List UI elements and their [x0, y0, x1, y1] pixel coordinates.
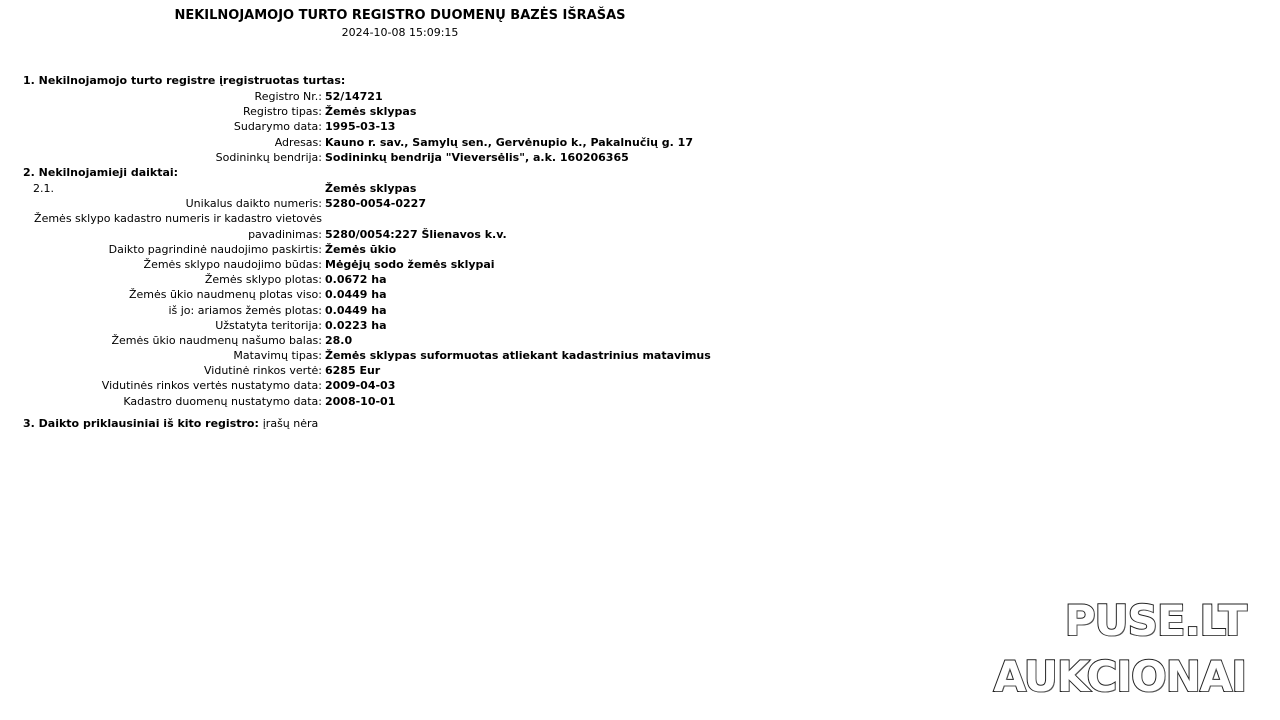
row-naudojimo-budas: [0, 257, 900, 272]
row-label: iš jo: ariamos žemės plotas:: [168, 303, 322, 317]
row-value: Žemės sklypas: [325, 105, 417, 119]
section-3-value: įrašų nėra: [262, 417, 319, 430]
row-value: 2009-04-03: [325, 379, 396, 393]
section-1-row-sudarymo-data: [0, 119, 900, 134]
section-2-rows: [0, 181, 900, 409]
section-1-row-registro-nr: [0, 89, 900, 104]
row-label: pavadinimas:: [248, 227, 322, 241]
row-label: Unikalus daikto numeris:: [185, 197, 322, 211]
item-header-row: [0, 181, 900, 196]
row-value: 0.0672 ha: [325, 273, 387, 287]
row-value: Sodininkų bendrija "Vieversėlis", a.k. 160206365: [325, 150, 629, 164]
row-value: 52/14721: [325, 90, 383, 103]
row-ariamos-plotas: [0, 303, 900, 318]
row-nasumo-balas: [0, 333, 900, 348]
row-label: Žemės ūkio naudmenų plotas viso:: [128, 288, 322, 302]
row-value: 5280-0054-0227: [325, 197, 426, 211]
row-rinkos-vertes-data: [0, 378, 900, 393]
row-label: Daikto pagrindinė naudojimo paskirtis:: [108, 242, 322, 256]
row-kadastro-label-line1: [0, 211, 900, 226]
row-value: 6285 Eur: [325, 364, 381, 378]
watermark-line-1: PUSE.LT: [1064, 596, 1246, 645]
row-label: Matavimų tipas:: [233, 349, 322, 363]
row-value: 5280/0054:227 Šlienavos k.v.: [325, 227, 507, 241]
section-1-rows: [0, 89, 900, 165]
section-3-heading-text: 3. Daikto priklausiniai iš kito registro:: [23, 417, 259, 430]
row-uzstatyta-teritorija: [0, 318, 900, 333]
row-label: Sodininkų bendrija:: [215, 150, 322, 164]
row-paskirtis: [0, 242, 900, 257]
section-1-row-adresas: [0, 135, 900, 150]
document-date: 2024-10-08 15:09:15: [341, 26, 459, 39]
item-title: Žemės sklypas: [325, 182, 417, 195]
row-label: Sudarymo data:: [233, 120, 322, 134]
row-label: Žemės sklypo kadastro numeris ir kadastro vietovės: [34, 212, 322, 226]
section-3-heading: [23, 417, 318, 430]
row-value: 0.0223 ha: [325, 318, 387, 332]
row-label: Vidutinės rinkos vertės nustatymo data:: [101, 379, 322, 393]
row-unikalus-numeris: [0, 196, 900, 211]
section-2-heading: 2. Nekilnojamieji daiktai:: [23, 166, 179, 179]
row-value: 28.0: [325, 333, 353, 347]
item-number: 2.1.: [33, 182, 54, 195]
section-1-row-registro-tipas: [0, 104, 900, 119]
row-value: Žemės sklypas suformuotas atliekant kadastrinius matavimus: [325, 349, 711, 363]
row-value: Mėgėjų sodo žemės sklypai: [325, 257, 495, 271]
document-title: NEKILNOJAMOJO TURTO REGISTRO DUOMENŲ BAZĖS IŠRAŠAS: [174, 8, 626, 23]
row-kadastro-data: [0, 394, 900, 409]
section-1-heading: 1. Nekilnojamojo turto registre įregistruotas turtas:: [23, 74, 346, 87]
row-label: Žemės sklypo plotas:: [204, 273, 322, 287]
row-label: Kadastro duomenų nustatymo data:: [123, 394, 322, 408]
section-1-row-sodininku-bendrija: [0, 150, 900, 165]
row-label: Žemės sklypo naudojimo būdas:: [143, 257, 322, 271]
watermark-line-2: AUKCIONAI: [993, 652, 1246, 701]
row-label: Registro Nr.:: [254, 90, 322, 103]
row-label: Vidutinė rinkos vertė:: [204, 364, 322, 378]
row-value: 2008-10-01: [325, 394, 396, 408]
row-value: 0.0449 ha: [325, 303, 387, 317]
row-value: Kauno r. sav., Samylų sen., Gervėnupio k., Pakalnučių g. 17: [325, 135, 693, 149]
row-label: Užstatyta teritorija:: [215, 318, 322, 332]
row-sklypo-plotas: [0, 272, 900, 287]
row-label: Registro tipas:: [242, 105, 322, 119]
row-naudmenu-plotas: [0, 287, 900, 302]
row-rinkos-verte: [0, 363, 900, 378]
row-label: Adresas:: [274, 135, 322, 149]
row-value: Žemės ūkio: [325, 242, 397, 256]
row-kadastro-numeris: [0, 227, 900, 242]
row-value: 0.0449 ha: [325, 288, 387, 302]
row-matavimu-tipas: [0, 348, 900, 363]
row-value: 1995-03-13: [325, 120, 396, 134]
row-label: Žemės ūkio naudmenų našumo balas:: [111, 333, 322, 347]
